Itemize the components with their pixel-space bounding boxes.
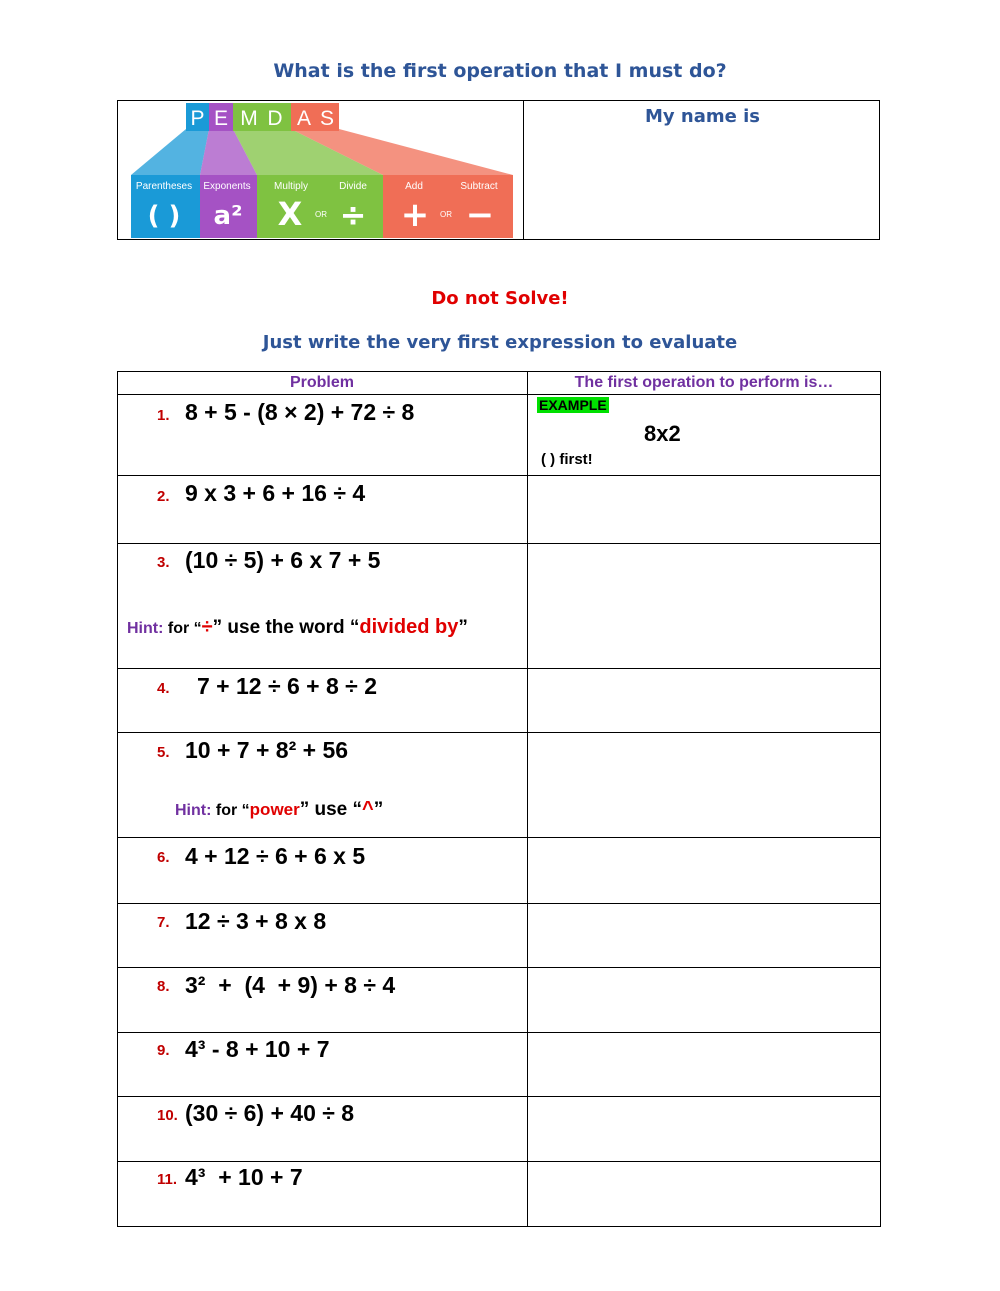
problems-table [117, 371, 881, 1227]
pemdas-letter-d: D [267, 107, 283, 130]
pemdas-label-multiply: Multiply [274, 181, 308, 192]
problem-number: 7. [157, 914, 170, 931]
problem-number: 3. [157, 554, 170, 571]
hint-text: for “ [215, 802, 250, 819]
row-rule [117, 543, 881, 544]
row-rule [117, 903, 881, 904]
problem-expression: 4³ + 10 + 7 [185, 1164, 303, 1190]
problem-expression: 4³ - 8 + 10 + 7 [185, 1036, 330, 1062]
do-not-solve-warning: Do not Solve! [431, 288, 569, 309]
task-instruction: Just write the very first expression to evaluate [262, 332, 738, 353]
problem-expression: 4 + 12 ÷ 6 + 6 x 5 [185, 843, 366, 869]
pemdas-letter-a: A [296, 107, 312, 130]
table-border-bottom [117, 1226, 881, 1227]
problem-expression: 10 + 7 + 8² + 56 [185, 737, 349, 763]
table-border-right [880, 371, 881, 1227]
row-rule [117, 1161, 881, 1162]
row-rule [117, 475, 881, 476]
problem-number: 10. [157, 1107, 178, 1124]
problem-number: 6. [157, 849, 170, 866]
problem-expression: (30 ÷ 6) + 40 ÷ 8 [185, 1100, 355, 1126]
pemdas-letter-m: M [240, 107, 258, 130]
problem-expression: 9 x 3 + 6 + 16 ÷ 4 [185, 480, 366, 506]
pemdas-label-divide: Divide [339, 181, 367, 192]
example-note: ( ) first! [541, 451, 593, 468]
problem-expression: 7 + 12 ÷ 6 + 8 ÷ 2 [197, 673, 377, 699]
header-first-operation: The first operation to perform is… [574, 374, 834, 391]
pemdas-symbol-parentheses: ( ) [147, 201, 181, 231]
hint-keyword: power [249, 800, 300, 819]
hint-text: use the word “ [222, 617, 360, 638]
problem-number: 1. [157, 407, 170, 424]
example-badge: EXAMPLE [539, 397, 607, 413]
divide-icon: ÷ [201, 616, 213, 638]
pemdas-symbol-subtract: − [465, 195, 495, 235]
worksheet-question: What is the first operation that I must do? [273, 60, 727, 82]
pemdas-or-as: OR [440, 210, 452, 219]
pemdas-letter-s: S [319, 107, 335, 130]
hint-text: ” [299, 799, 310, 820]
hint-power [175, 798, 383, 821]
table-column-divider [527, 371, 528, 1227]
hint-label: Hint: [127, 620, 164, 637]
pemdas-or-md: OR [315, 210, 327, 219]
table-border-left [117, 371, 118, 1227]
row-rule [117, 668, 881, 669]
pemdas-symbol-add: + [400, 195, 430, 235]
row-rule [117, 1032, 881, 1033]
hint-keyword: divided by [359, 616, 459, 638]
problem-expression: 8 + 5 - (8 × 2) + 72 ÷ 8 [185, 399, 415, 425]
hint-divided-by [127, 616, 468, 639]
problem-expression: (10 ÷ 5) + 6 x 7 + 5 [185, 547, 381, 573]
pemdas-symbol-exponents: a² [213, 201, 243, 231]
hint-text: ” [458, 617, 468, 638]
pemdas-symbol-divide: ÷ [339, 196, 367, 234]
hint-text: use “ [309, 799, 363, 820]
row-rule [117, 837, 881, 838]
pemdas-label-subtract: Subtract [460, 181, 498, 192]
name-label: My name is [645, 106, 760, 127]
header-problem: Problem [289, 374, 354, 391]
pemdas-letter-p: P [190, 107, 205, 130]
problem-expression: 3² + (4 + 9) + 8 ÷ 4 [185, 972, 396, 998]
hint-text: for “ [167, 620, 202, 637]
hint-label: Hint: [175, 802, 212, 819]
row-rule [117, 1096, 881, 1097]
problem-expression: 12 ÷ 3 + 8 x 8 [185, 908, 327, 934]
pemdas-symbol-multiply: X [277, 195, 303, 233]
example-answer: 8x2 [644, 421, 681, 446]
pemdas-label-add: Add [405, 181, 423, 192]
row-rule [117, 967, 881, 968]
problem-number: 8. [157, 978, 170, 995]
pemdas-letter-e: E [213, 107, 229, 130]
problem-number: 11. [157, 1171, 178, 1188]
pemdas-label-exponents: Exponents [203, 181, 251, 192]
problem-number: 5. [157, 744, 170, 761]
pemdas-diagram [131, 103, 513, 238]
row-rule [117, 732, 881, 733]
table-header-rule [117, 394, 881, 395]
caret-icon: ^ [362, 798, 374, 820]
problem-number: 2. [157, 488, 170, 505]
pemdas-fan-p [131, 129, 209, 175]
problem-number: 9. [157, 1042, 170, 1059]
hint-text: ” [373, 799, 384, 820]
problem-number: 4. [157, 680, 170, 697]
header-table [117, 100, 880, 240]
pemdas-label-parentheses: Parentheses [135, 181, 193, 192]
hint-text: ” [212, 617, 223, 638]
